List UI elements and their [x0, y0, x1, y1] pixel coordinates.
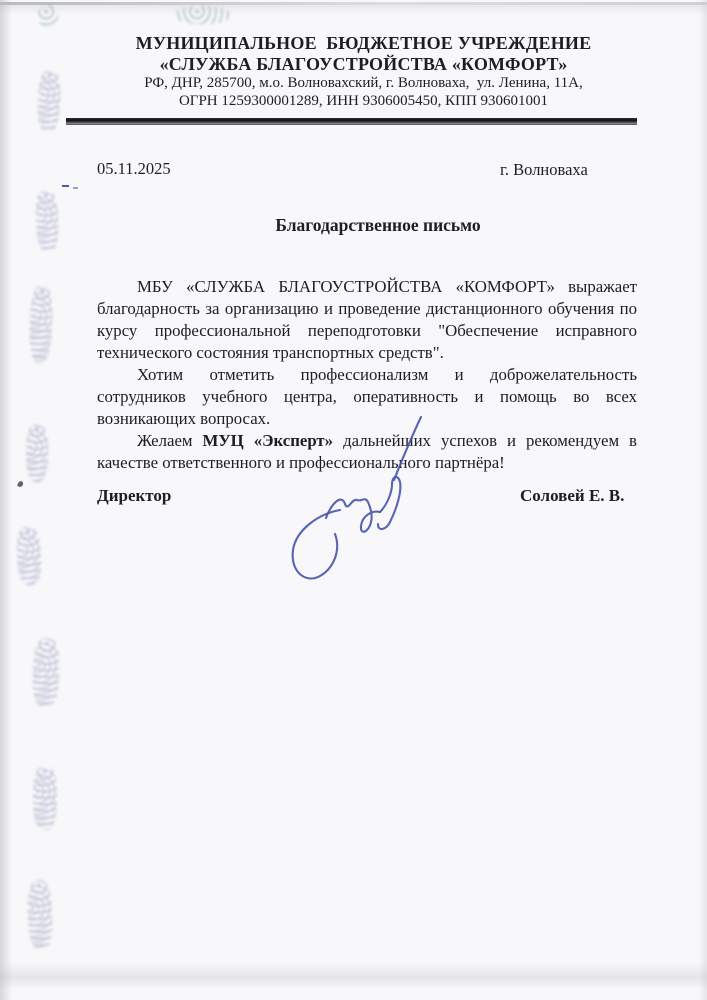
signer-role: Директор [97, 486, 172, 505]
paragraph-professionalism: Хотим отметить профессионализм и доброжелательность сотрудников учебного центра, оперативность и помощь во всех возникающих вопросах. [97, 365, 637, 428]
scan-edge-left [0, 0, 12, 1000]
bleedthrough-artifact [38, 5, 58, 27]
letter-date: 05.11.2025 [97, 159, 171, 178]
bleedthrough-artifact [33, 766, 57, 830]
org-name-line1: МУНИЦИПАЛЬНОЕ БЮДЖЕТНОЕ УЧРЕЖДЕНИЕ [135, 33, 592, 53]
signature-ink-icon [278, 410, 428, 590]
bleedthrough-artifact [35, 190, 59, 253]
bleedthrough-artifact [32, 638, 60, 709]
bleedthrough-artifact [175, 6, 230, 24]
partner-name-bold: МУЦ «Эксперт» [202, 431, 334, 450]
ink-speck [73, 187, 78, 189]
wishes-rest: дальнейших успехов и рекомендуем в качестве ответственного и профессионального партнёра! [97, 431, 637, 472]
bleedthrough-artifact [15, 526, 42, 585]
scan-edge-right [699, 0, 707, 1000]
scan-edge-bottom [0, 962, 707, 988]
bleedthrough-artifact [26, 424, 48, 482]
letterhead-divider [66, 118, 637, 125]
scan-edge-top-fade [0, 5, 707, 15]
ink-speck [62, 185, 69, 187]
letter-title: Благодарственное письмо [275, 215, 481, 235]
letter-city: г. Волноваха [500, 160, 588, 179]
org-address-line1: РФ, ДНР, 285700, м.о. Волновахский, г. Волноваха, ул. Ленина, 11А, [144, 75, 583, 91]
wishes-prefix: Желаем [137, 431, 193, 450]
letterhead [20, 33, 707, 110]
handwritten-signature [278, 410, 428, 590]
paragraph-gratitude: МБУ «СЛУЖБА БЛАГОУСТРОЙСТВА «КОМФОРТ» выражает благодарность за организацию и проведение дистанционного обучения по курсу профессиональной переподготовки "Обеспечение исправного технического состояния транспортных средств". [97, 277, 637, 362]
bleedthrough-artifact [27, 880, 53, 951]
org-registration-line: ОГРН 1259300001289, ИНН 9306005450, КПП 930601001 [178, 92, 549, 109]
bleedthrough-artifact [29, 285, 54, 364]
ink-speck [17, 480, 24, 488]
signer-name: Соловей Е. В. [520, 486, 625, 505]
org-name-line2: «СЛУЖБА БЛАГОУСТРОЙСТВА «КОМФОРТ» [159, 54, 568, 74]
